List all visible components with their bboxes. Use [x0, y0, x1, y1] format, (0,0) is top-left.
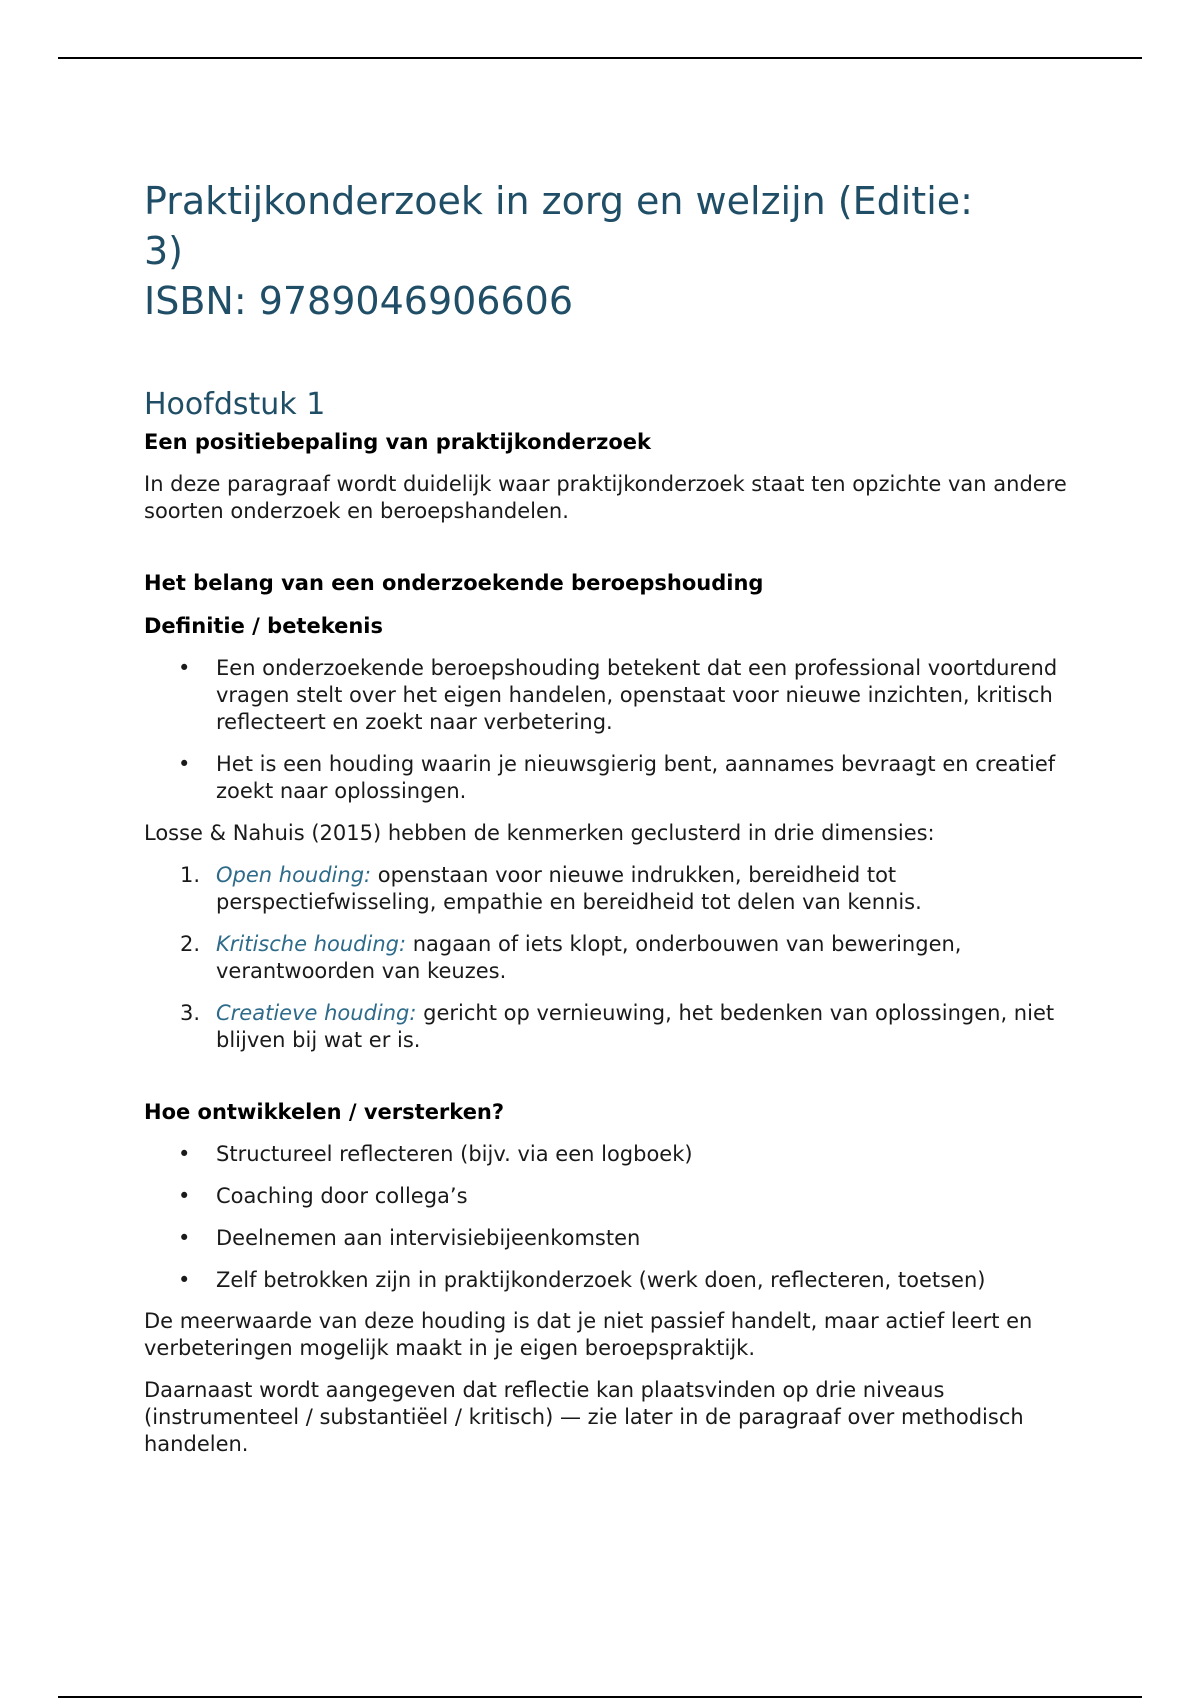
- list-number: 2.: [180, 932, 201, 956]
- document-body: [144, 176, 1074, 1458]
- dimensions-numbered-list: [144, 862, 1074, 1054]
- list-number: 1.: [180, 863, 201, 887]
- list-item-text: Coaching door collega’s: [216, 1184, 468, 1208]
- list-item: [144, 931, 1074, 985]
- list-item-text: Een onderzoekende beroepshouding betekent dat een professional voortdurend vragen stelt over het eigen handelen, openstaat voor nieuwe inzichten, kritisch reflecteert en zoekt naar verbetering.: [216, 656, 1058, 734]
- bullet-icon: •: [178, 1142, 191, 1166]
- meerwaarde-paragraph: De meerwaarde van deze houding is dat je niet passief handelt, maar actief leert en verbeteringen mogelijk maakt in je eigen beroepspraktijk.: [144, 1309, 1033, 1360]
- list-item: [144, 1000, 1074, 1054]
- list-item: [144, 1267, 1074, 1294]
- bullet-icon: •: [178, 1268, 191, 1292]
- title-line-2: 3): [144, 229, 184, 273]
- title-line-1: Praktijkonderzoek in zorg en welzijn (Editie:: [144, 179, 973, 223]
- list-item: [144, 751, 1074, 805]
- dimensions-intro-paragraph: Losse & Nahuis (2015) hebben de kenmerken geclusterd in drie dimensies:: [144, 821, 935, 845]
- bottom-rule: [58, 1696, 1142, 1698]
- list-item: [144, 655, 1074, 736]
- reflectie-paragraph: Daarnaast wordt aangegeven dat reflectie kan plaatsvinden op drie niveaus (instrumenteel / substantiëel / kritisch) — zie later in de paragraaf over methodisch handelen.: [144, 1378, 1024, 1456]
- development-bullet-list: [144, 1141, 1074, 1294]
- list-item-text: Deelnemen aan intervisiebijeenkomsten: [216, 1226, 641, 1250]
- document-title: [144, 176, 1074, 326]
- section-heading-ontwikkelen: Hoe ontwikkelen / versterken?: [144, 1100, 505, 1124]
- section-intro-paragraph: In deze paragraaf wordt duidelijk waar praktijkonderzoek staat ten opzichte van andere soorten onderzoek en beroepshandelen.: [144, 472, 1067, 523]
- isbn-line: ISBN: 9789046906606: [144, 279, 574, 323]
- list-item-text: Structureel reflecteren (bijv. via een logboek): [216, 1142, 693, 1166]
- bullet-icon: •: [178, 656, 191, 680]
- dimension-term: Open houding:: [216, 863, 372, 887]
- bullet-icon: •: [178, 1184, 191, 1208]
- definition-bullet-list: [144, 655, 1074, 805]
- list-item: [144, 1225, 1074, 1252]
- list-item: [144, 862, 1074, 916]
- dimension-text: gericht op vernieuwing, het bedenken van oplossingen, niet blijven bij wat er is.: [216, 1001, 1055, 1052]
- list-item: [144, 1183, 1074, 1210]
- bullet-icon: •: [178, 752, 191, 776]
- dimension-term: Kritische houding:: [216, 932, 407, 956]
- list-item-text: Zelf betrokken zijn in praktijkonderzoek (werk doen, reflecteren, toetsen): [216, 1268, 986, 1292]
- dimension-text: openstaan voor nieuwe indrukken, bereidheid tot perspectiefwisseling, empathie en bereidheid tot delen van kennis.: [216, 863, 922, 914]
- bullet-icon: •: [178, 1226, 191, 1250]
- list-number: 3.: [180, 1001, 201, 1025]
- list-item: [144, 1141, 1074, 1168]
- section-heading-positiebepaling: Een positiebepaling van praktijkonderzoek: [144, 430, 652, 454]
- section-heading-beroepshouding: Het belang van een onderzoekende beroepshouding: [144, 571, 764, 595]
- list-item-text: Het is een houding waarin je nieuwsgierig bent, aannames bevraagt en creatief zoekt naar oplossingen.: [216, 752, 1056, 803]
- dimension-text: nagaan of iets klopt, onderbouwen van beweringen, verantwoorden van keuzes.: [216, 932, 962, 983]
- dimension-term: Creatieve houding:: [216, 1001, 417, 1025]
- top-rule: [58, 57, 1142, 59]
- subheading-definitie: Definitie / betekenis: [144, 614, 384, 638]
- chapter-heading: Hoofdstuk 1: [144, 387, 326, 422]
